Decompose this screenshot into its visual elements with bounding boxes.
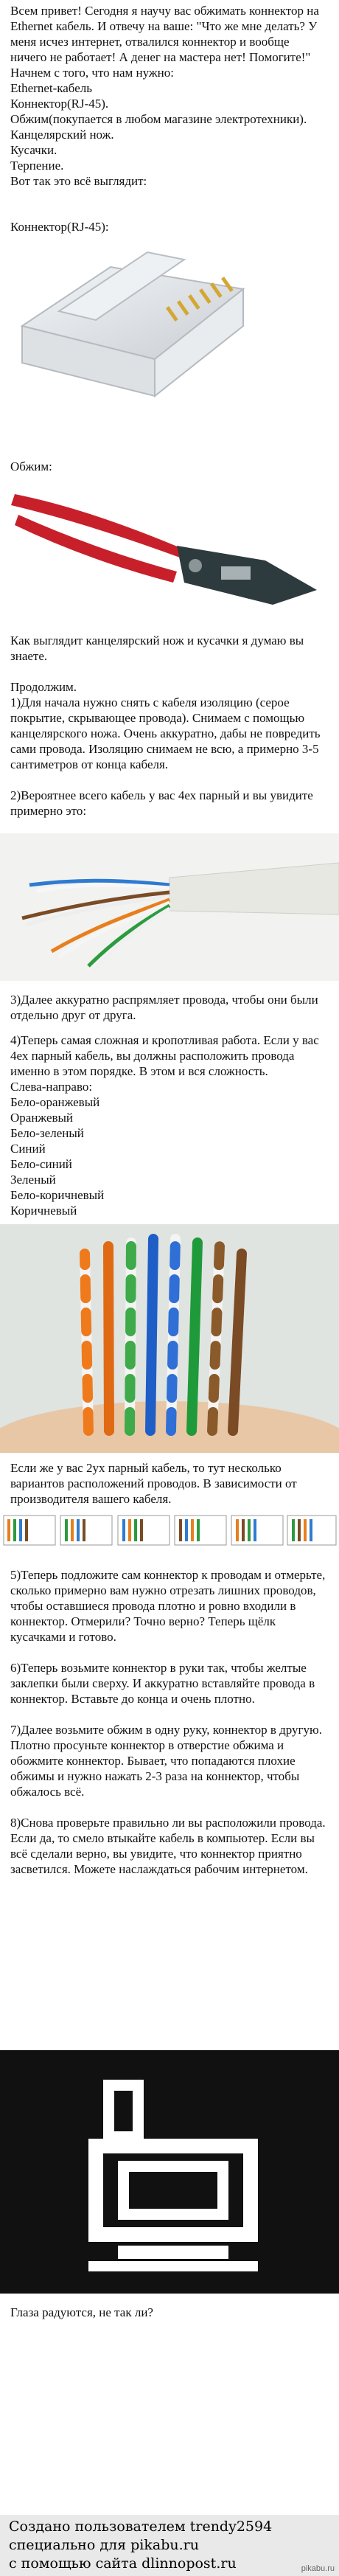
- closing-text: Глаза радуются, не так ли?: [10, 2305, 153, 2319]
- twisted-pairs-image: [0, 833, 339, 981]
- crimper-label: Обжим:: [10, 459, 52, 473]
- crimper-tool-image: [0, 479, 339, 625]
- footer-author: Создано пользователем trendy2594: [9, 2518, 273, 2535]
- wire-color-item: Коричневый: [10, 1204, 77, 1218]
- paragraph: Продолжим.: [10, 680, 77, 694]
- intro-line: Вот так это всё выглядит:: [10, 174, 147, 188]
- paragraph: [10, 772, 327, 788]
- paragraph: 4)Теперь самая сложная и кропотливая работа. Если у вас 4ех парный кабель, вы должны расположить провода именно в этом порядке. В этом и вся сложность.: [10, 1033, 319, 1078]
- rj45-connector-image: [0, 237, 339, 413]
- wire-color-item: Синий: [10, 1142, 46, 1156]
- step4-text: [10, 1032, 327, 1218]
- connector-label: Коннектор(RJ-45):: [10, 220, 109, 234]
- ordered-wires-image: [0, 1224, 339, 1453]
- intro-line: Ethernet-кабель: [10, 81, 92, 95]
- intro-line: Коннектор(RJ-45).: [10, 97, 109, 111]
- wire-color-item: Бело-коричневый: [10, 1188, 105, 1202]
- paragraph: [10, 1707, 327, 1722]
- final-steps-text: [10, 1567, 327, 1877]
- paragraph: 2)Вероятнее всего кабель у вас 4ех парный и вы увидите примерно это:: [10, 788, 313, 818]
- paragraph: Слева-направо:: [10, 1080, 93, 1094]
- footer-site: специально для pikabu.ru: [9, 2537, 199, 2553]
- intro-text: [10, 3, 327, 189]
- footer-generator[interactable]: с помощью сайта dlinnopost.ru: [9, 2555, 237, 2572]
- paragraph: Как выглядит канцелярский нож и кусачки я думаю вы знаете.: [10, 633, 304, 663]
- paragraph: 8)Снова проверьте правильно ли вы расположили провода. Если да, то смело втыкайте кабель в компьютер. Если вы всё сделали верно, вы увидите, что коннектор приятно засветился. Можете наслаждаться рабочим интернетом.: [10, 1816, 326, 1876]
- paragraph: 5)Теперь подложите сам коннектор к проводам и отмерьте, сколько примерно вам нужно отрезать лишних проводов, чтобы оставшиеся провода плотно и ровно входили в коннектор. Отмерили? Точно верно? Теперь щёлк кусачками и готово.: [10, 1568, 326, 1644]
- wire-color-item: Бело-синий: [10, 1157, 72, 1171]
- step1-text: [10, 633, 327, 819]
- wire-color-item: Бело-зеленый: [10, 1126, 84, 1140]
- pinout-variants-image: [0, 1512, 339, 1552]
- wire-color-item: Бело-оранжевый: [10, 1095, 100, 1109]
- intro-line: Обжим(покупается в любом магазине электротехники).: [10, 112, 307, 126]
- intro-paragraph: Всем привет! Сегодня я научу вас обжимать коннектор на Ethernet кабель. И отвечу на ваше: "Что же мне делать? У меня исчез интернет, отвалился коннектор и вообще ничего не работает! А денег на мастера нет! Помогите!": [10, 4, 319, 64]
- paragraph: 7)Далее возьмите обжим в одну руку, коннектор в другую. Плотно просуньте коннектор в отверстие обжима и обожмите коннектор. Бывает, что попадаются плохие обжимы и нужно нажать 2-3 раза на коннектор, чтобы обжалось всё.: [10, 1723, 322, 1799]
- footer-text: [9, 2518, 272, 2573]
- intro-line: Канцелярский нож.: [10, 128, 114, 142]
- paragraph: 6)Теперь возьмите коннектор в руки так, чтобы желтые заклепки были сверху. И аккуратно вставляйте провода в коннектор. Вставьте до конца и очень плотно.: [10, 1661, 315, 1706]
- wire-color-item: Оранжевый: [10, 1111, 74, 1125]
- paragraph: 1)Для начала нужно снять с кабеля изоляцию (серое покрытие, скрывающее провода). Снимаем с помощью канцелярского ножа. Очень аккуратно, дабы не повредить сами провода. Изоляцию снимаем не всю, а примерно 3-5 сантиметров от конца кабеля.: [10, 695, 321, 771]
- paragraph: [10, 1645, 327, 1660]
- wire-color-item: Зеленый: [10, 1173, 56, 1187]
- pikabu-watermark: pikabu.ru: [301, 2564, 335, 2573]
- intro-line: Кусачки.: [10, 143, 57, 157]
- network-connected-icon: [0, 2050, 339, 2294]
- step3-text: 3)Далее аккуратно распрямляет провода, чтобы они были отдельно друг от друга.: [10, 993, 318, 1022]
- intro-line: Начнем с того, что нам нужно:: [10, 66, 174, 80]
- paragraph: [10, 664, 327, 679]
- paragraph: [10, 1799, 327, 1815]
- intro-line: Терпение.: [10, 159, 64, 173]
- two-pair-text: Если же у вас 2ух парный кабель, то тут несколько вариантов расположений проводов. В зависимости от производителя вашего кабеля.: [10, 1461, 297, 1506]
- footer-banner: [0, 2515, 339, 2576]
